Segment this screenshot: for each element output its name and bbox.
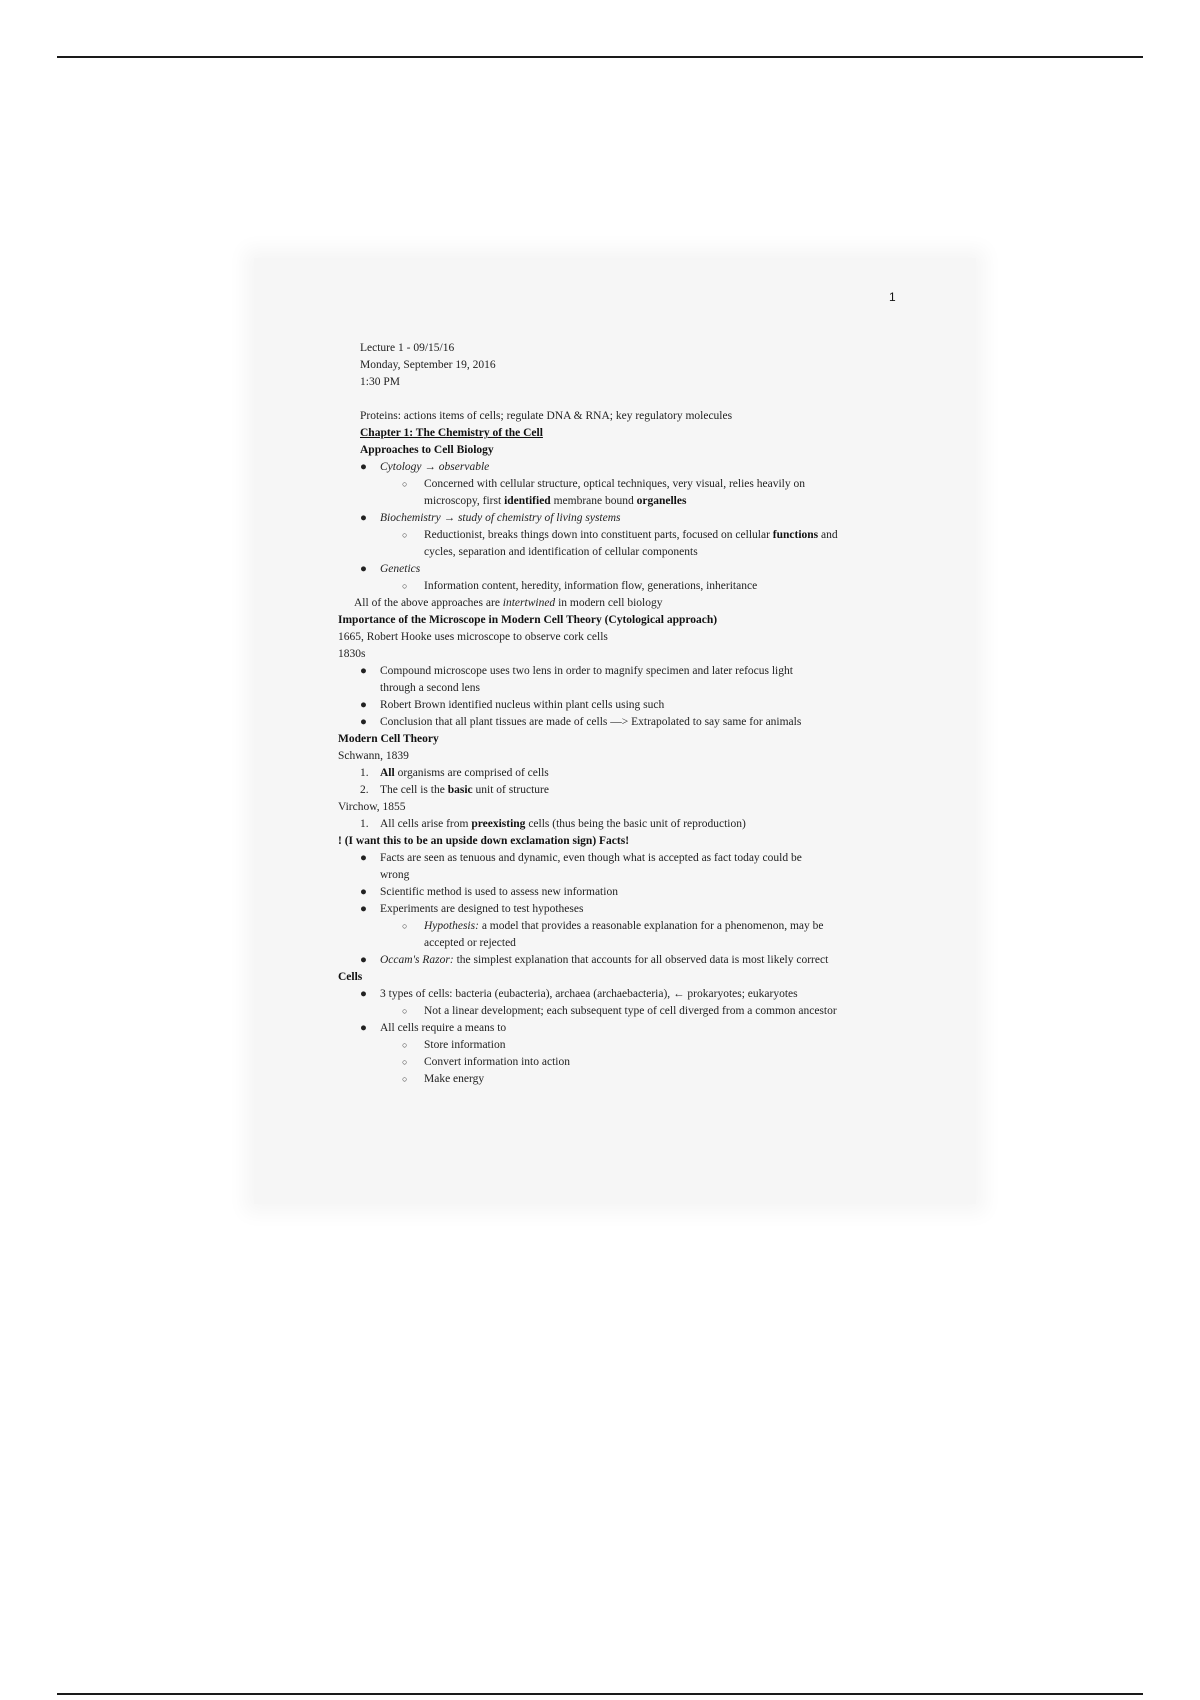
list-item: ● Cytology → observable [338,459,908,476]
list-item: ○ Not a linear development; each subsequent type of cell diverged from a common ancestor [338,1003,908,1020]
lecture-title: Lecture 1 - 09/15/16 [360,342,455,354]
hollow-bullet-icon: ○ [402,479,408,489]
hollow-bullet-icon: ○ [402,530,408,540]
virchow-line: Virchow, 1855 [338,801,406,813]
chapter-heading: Chapter 1: The Chemistry of the Cell [360,427,543,439]
hollow-bullet-icon: ○ [402,1040,408,1050]
bullet-icon: ● [360,563,367,575]
list-item-continuation: accepted or rejected [424,937,516,949]
approaches-heading: Approaches to Cell Biology [360,444,494,456]
list-item: ● 3 types of cells: bacteria (eubacteria), archaea (archaebacteria), ← prokaryotes; eukaryotes [338,986,908,1003]
hooke-line: 1665, Robert Hooke uses microscope to observe cork cells [338,631,608,643]
list-item: 1. All organisms are comprised of cells [360,767,549,779]
list-item: ● Genetics [338,561,908,578]
intro-line: Proteins: actions items of cells; regulate DNA & RNA; key regulatory molecules [360,410,733,422]
lecture-date: Monday, September 19, 2016 [360,359,496,371]
bullet-icon: ● [360,903,367,915]
list-item: ○ Hypothesis: a model that provides a reasonable explanation for a phenomenon, may be [338,918,908,935]
hollow-bullet-icon: ○ [402,1074,408,1084]
schwann-line: Schwann, 1839 [338,750,409,762]
list-item-continuation: wrong [380,869,410,881]
approaches-summary: All of the above approaches are intertwined in modern cell biology [354,597,663,609]
list-item: ● Conclusion that all plant tissues are made of cells —> Extrapolated to say same for animals [338,714,908,731]
top-rule [57,56,1143,58]
hollow-bullet-icon: ○ [402,1006,408,1016]
list-item: ● Compound microscope uses two lens in order to magnify specimen and later refocus light [338,663,908,680]
list-item: ● Scientific method is used to assess new information [338,884,908,901]
page-number: 1 [889,290,896,304]
bottom-rule [57,1693,1143,1695]
list-item: ● Occam's Razor: the simplest explanation that accounts for all observed data is most likely correct [338,952,908,969]
hollow-bullet-icon: ○ [402,581,408,591]
list-item: ○ Make energy [338,1071,908,1088]
list-item: ○ Information content, heredity, information flow, generations, inheritance [338,578,908,595]
list-item: ● Experiments are designed to test hypotheses [338,901,908,918]
list-item-continuation: microscopy, first identified membrane bound organelles [424,495,687,507]
list-item-continuation: cycles, separation and identification of cellular components [424,546,698,558]
bullet-icon: ● [360,716,367,728]
facts-heading: ! (I want this to be an upside down exclamation sign) Facts! [338,835,630,847]
lecture-time: 1:30 PM [360,376,400,388]
bullet-icon: ● [360,954,367,966]
bullet-icon: ● [360,886,367,898]
list-item: ● All cells require a means to [338,1020,908,1037]
cells-heading: Cells [338,971,363,983]
bullet-icon: ● [360,988,367,1000]
bullet-icon: ● [360,852,367,864]
hollow-bullet-icon: ○ [402,1057,408,1067]
cell-theory-heading: Modern Cell Theory [338,733,439,745]
bullet-icon: ● [360,461,367,473]
list-item: 2. The cell is the basic unit of structure [360,784,549,796]
list-item: ○ Concerned with cellular structure, optical techniques, very visual, relies heavily on [338,476,908,493]
list-item: ○ Reductionist, breaks things down into constituent parts, focused on cellular functions and [338,527,908,544]
bullet-icon: ● [360,1022,367,1034]
list-item: 1. All cells arise from preexisting cells (thus being the basic unit of reproduction) [360,818,746,830]
list-item: ● Robert Brown identified nucleus within plant cells using such [338,697,908,714]
list-item: ● Facts are seen as tenuous and dynamic, even though what is accepted as fact today could be [338,850,908,867]
list-item: ○ Store information [338,1037,908,1054]
decade-line: 1830s [338,648,366,660]
list-item: ○ Convert information into action [338,1054,908,1071]
hollow-bullet-icon: ○ [402,921,408,931]
bullet-icon: ● [360,665,367,677]
list-item-continuation: through a second lens [380,682,480,694]
lecture-notes [338,340,908,1088]
microscope-heading: Importance of the Microscope in Modern Cell Theory (Cytological approach) [338,614,718,626]
bullet-icon: ● [360,512,367,524]
bullet-icon: ● [360,699,367,711]
list-item: ● Biochemistry → study of chemistry of living systems [338,510,908,527]
spacer [338,391,908,408]
